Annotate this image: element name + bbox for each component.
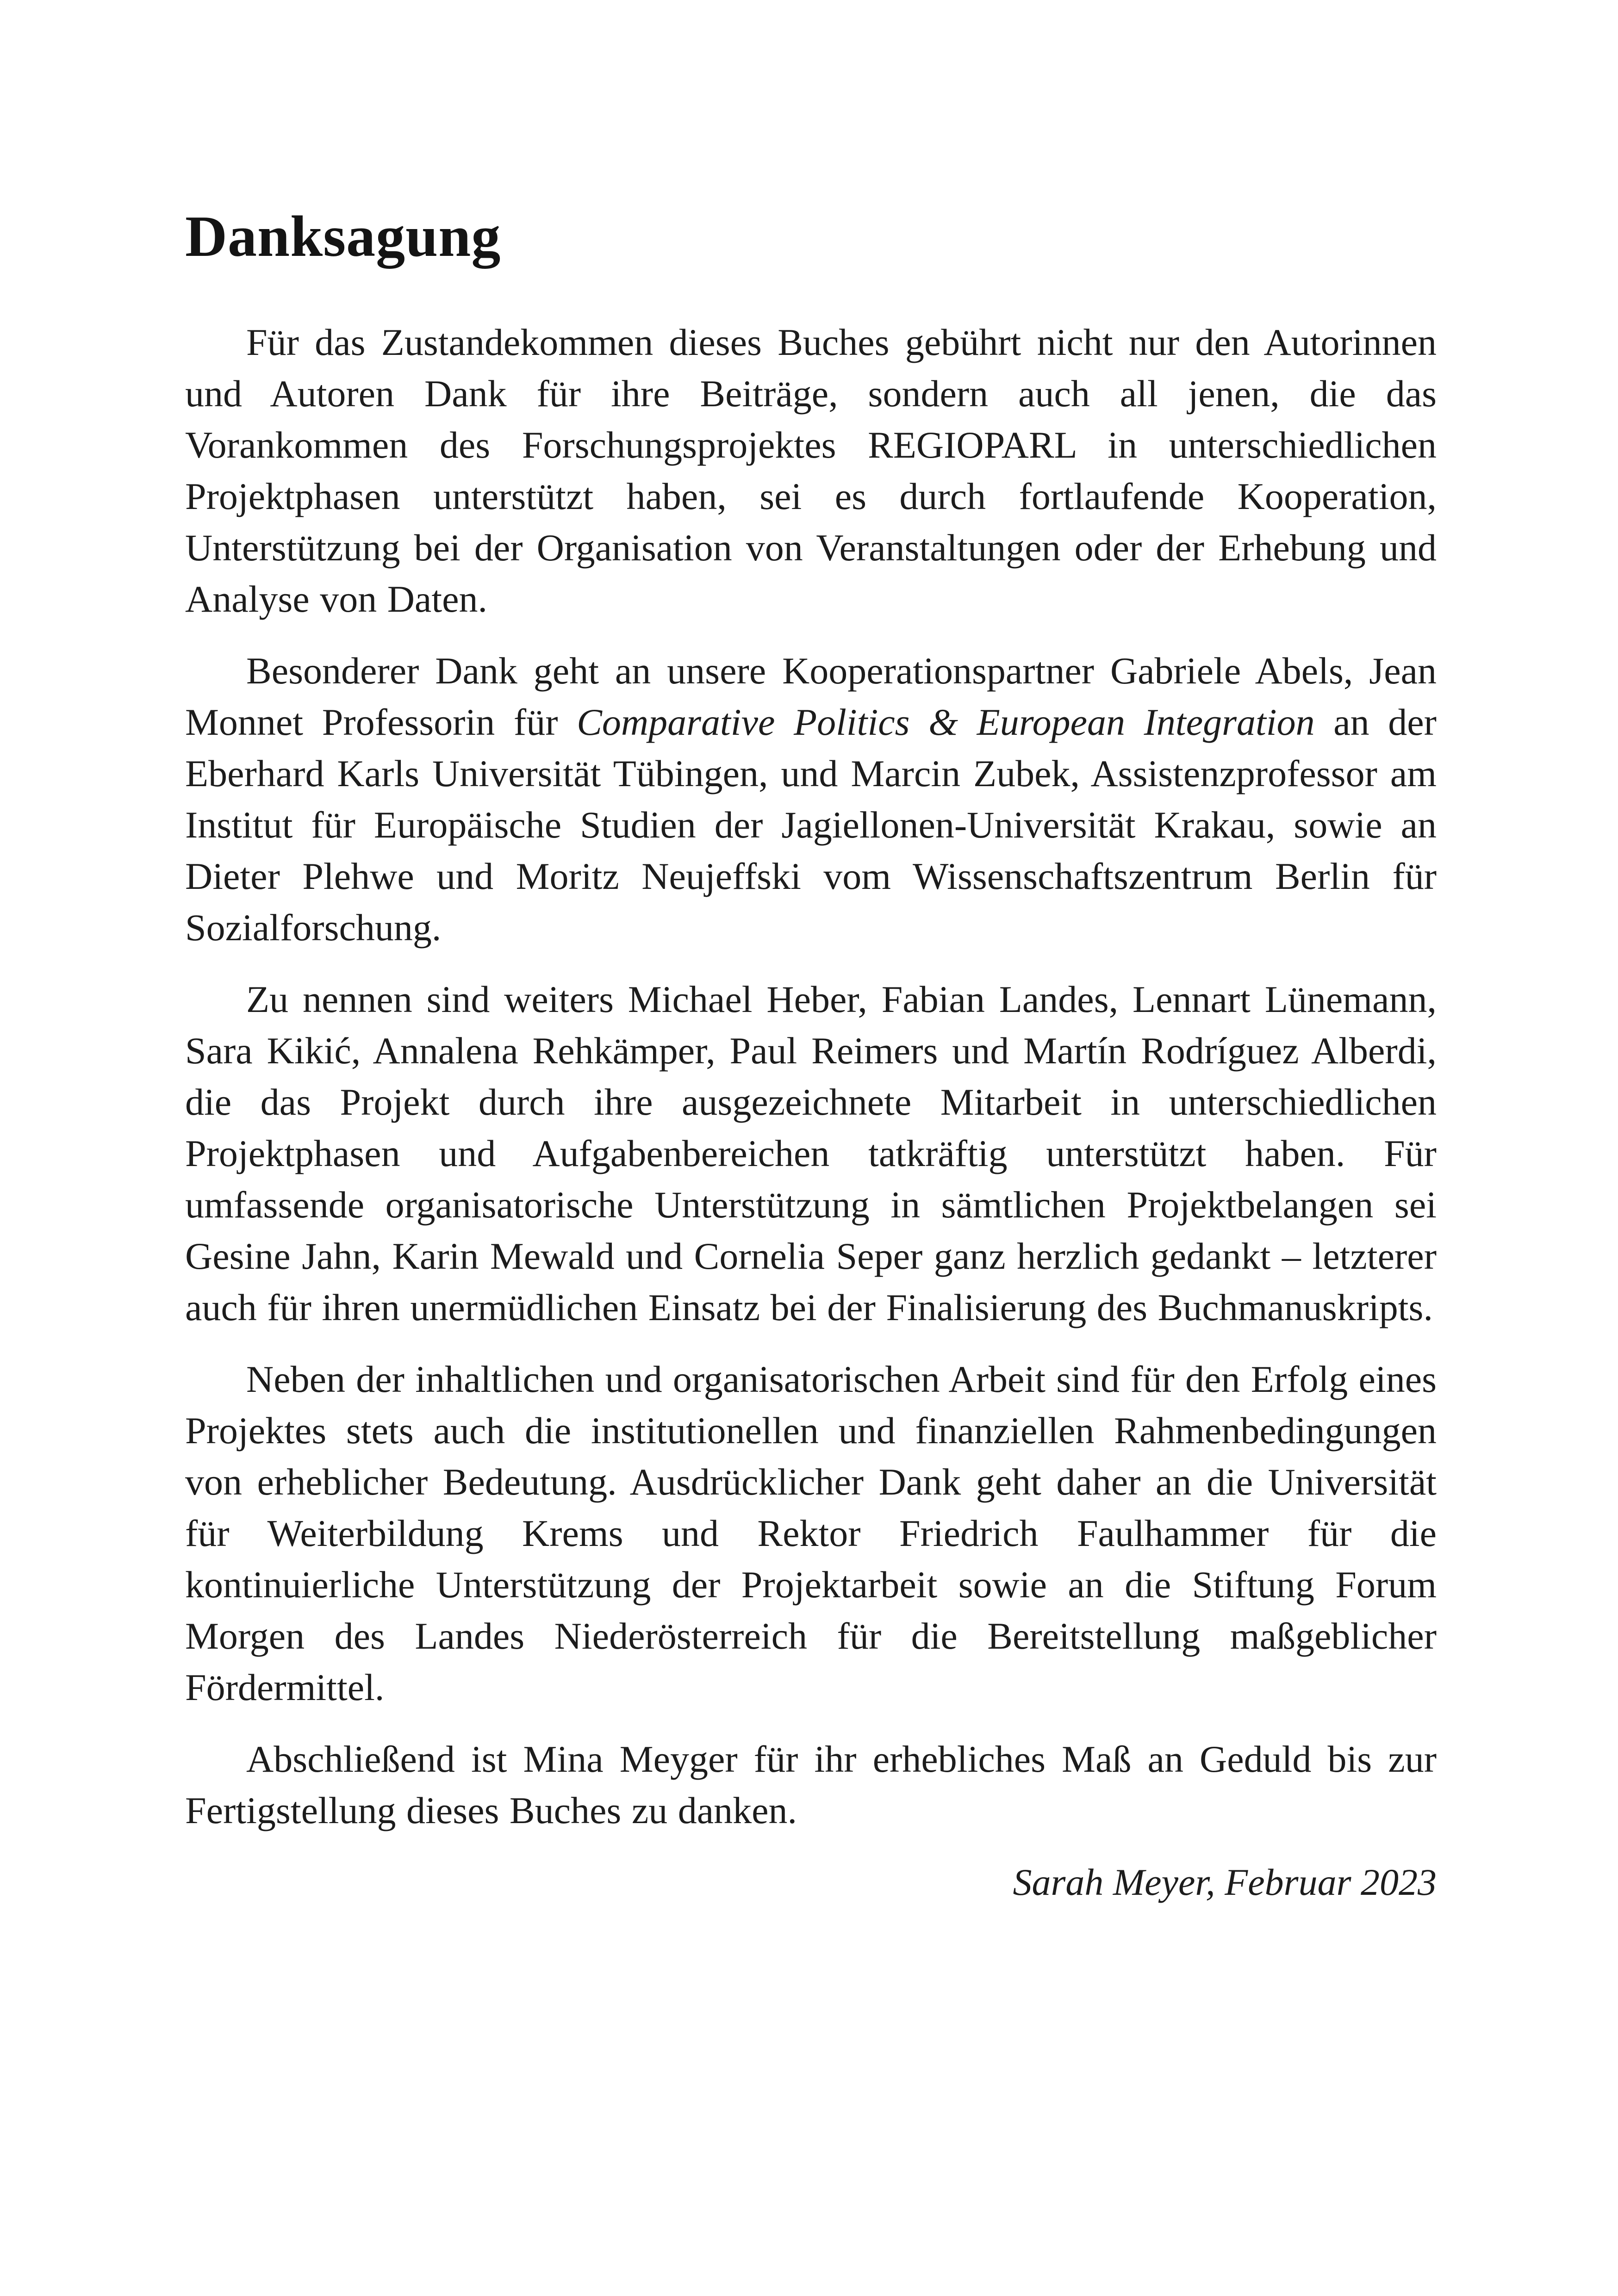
paragraph-cooperation-partners-italic: Comparative Politics & European Integration	[577, 701, 1315, 743]
signature: Sarah Meyer, Februar 2023	[1013, 1861, 1437, 1903]
paragraph-acknowledgement-general: Für das Zustandekommen dieses Buches gebührt nicht nur den Autorinnen und Autoren Dank für ihre Beiträge, sondern auch all jenen, die das Vorankommen des Forschungsprojektes REGIOPARL in unterschiedlichen Projektphasen unterstützt haben, sei es durch fortlaufende Kooperation, Unterstützung bei der Organisation von Veranstaltungen oder der Erhebung und Analyse von Daten.	[185, 321, 1437, 620]
page-title: Danksagung	[185, 205, 501, 269]
paragraph-institutional-support: Neben der inhaltlichen und organisatorischen Arbeit sind für den Erfolg eines Projektes stets auch die institutionellen und finanziellen Rahmenbedingungen von erheblicher Bedeutung. Ausdrücklicher Dank geht daher an die Universität für Weiterbildung Krems und Rektor Friedrich Faulhammer für die kontinuierliche Unterstützung der Projektarbeit sowie an die Stiftung Forum Morgen des Landes Niederösterreich für die Bereitstellung maßgeblicher Fördermittel.	[185, 1358, 1437, 1708]
paragraph-cooperation-partners	[185, 645, 1437, 953]
paragraph-closing-thanks: Abschließend ist Mina Meyger für ihr erhebliches Maß an Geduld bis zur Fertigstellung dieses Buches zu danken.	[185, 1738, 1437, 1831]
paragraph-cooperation-partners-text-after: an der Eberhard Karls Universität Tübingen, und Marcin Zubek, Assistenzprofessor am Institut für Europäische Studien der Jagiellonen-Universität Krakau, sowie an Dieter Plehwe und Moritz Neujeffski vom Wissenschaftszentrum Berlin für Sozialforschung.	[185, 701, 1437, 949]
paragraph-project-team: Zu nennen sind weiters Michael Heber, Fabian Landes, Lennart Lünemann, Sara Kikić, Annalena Rehkämper, Paul Reimers und Martín Rodríguez Alberdi, die das Projekt durch ihre ausgezeichnete Mitarbeit in unterschiedlichen Projektphasen und Aufgabenbereichen tatkräftig unterstützt haben. Für umfassende organisatorische Unterstützung in sämtlichen Projektbelangen sei Gesine Jahn, Karin Mewald und Cornelia Seper ganz herzlich gedankt – letzterer auch für ihren unermüdlichen Einsatz bei der Finalisierung des Buchmanuskripts.	[185, 978, 1437, 1328]
paragraph-cooperation-partners-text: Besonderer Dank geht an unsere Kooperationspartner Gabriele Abels, Jean Monnet Professorin für	[185, 650, 1437, 743]
